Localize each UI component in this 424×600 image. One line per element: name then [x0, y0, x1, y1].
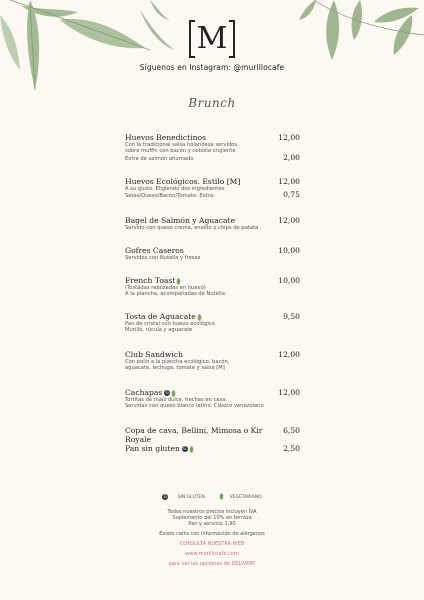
menu-item-header	[125, 216, 300, 225]
menu-item-header	[125, 444, 300, 453]
description-text: aguacate, lechuga, tomate y salsa [M]	[125, 365, 225, 372]
extra-price: 0,75	[283, 190, 300, 200]
menu-item	[125, 246, 300, 261]
consult-web-link[interactable]: CONSULTA NUESTRA WEB	[179, 541, 245, 547]
menu-item-name-text: French Toast	[125, 276, 176, 285]
vegetarian-leaf-icon	[197, 314, 202, 321]
delivery-link[interactable]: para ver las opciones de DELIVERY	[168, 561, 256, 567]
description-text: (Tostadas rebozadas en huevo)	[125, 285, 206, 291]
description-text: Servidas con queso blanco latino. Clásico venezolano	[125, 403, 264, 410]
vegetarian-leaf-icon	[171, 390, 176, 397]
menu-item-description	[125, 255, 300, 261]
menu-item-name	[125, 177, 240, 186]
description-text: Con la tradicional salsa holandesa servidos	[125, 142, 238, 148]
footer-line: Pan y servicio 1,90	[188, 521, 236, 527]
menu-item-header	[125, 312, 300, 321]
menu-item-name-text: Cachapas	[125, 388, 163, 397]
menu-item-name-text: Gofres Caseros	[125, 246, 184, 255]
logo-letter: M	[196, 21, 228, 56]
footer	[0, 509, 424, 567]
description-text: Setas/Queso/Bacón/Tomate. Extra:	[125, 193, 215, 200]
menu-item-header	[125, 246, 300, 255]
menu-item	[125, 177, 300, 200]
menu-item	[125, 276, 300, 298]
description-text: Servidos con Nutella y fresas	[125, 255, 201, 261]
menu-item	[125, 312, 300, 334]
header	[0, 20, 424, 72]
menu-item-name	[125, 312, 202, 321]
menu-item-description	[125, 365, 300, 371]
description-text: Extra de salmón ahumado	[125, 155, 194, 162]
menu-item-description	[125, 403, 300, 409]
description-text: Murillo, rúcula y aguacate	[125, 327, 193, 334]
menu-item	[125, 426, 300, 444]
menu-item-header	[125, 350, 300, 359]
description-text: Tortitas de maíz dulce, hechas en casa.	[125, 397, 228, 403]
footer-line: Suplemento del 10% en terraza	[172, 515, 252, 521]
menu-item	[125, 388, 300, 410]
menu-item-price: 12,00	[278, 133, 300, 142]
menu-item-description	[125, 152, 300, 162]
description-text: Servido con queso crema, eneldo y chips de patata	[125, 225, 259, 231]
gluten-free-icon: G	[163, 493, 167, 499]
extra-price: 2,00	[283, 152, 300, 162]
menu-item-name-text: Copa de cava, Bellini, Mimosa o Kir Royale	[125, 426, 263, 444]
menu-item	[125, 216, 300, 231]
legend	[0, 493, 424, 500]
menu-item-name	[125, 276, 181, 285]
menu-item-header	[125, 133, 300, 142]
menu-item-price: 12,00	[278, 350, 300, 359]
menu-item-name	[125, 426, 283, 444]
menu-item-name-text: Tosta de Aguacate	[125, 312, 196, 321]
menu-item-name	[125, 388, 176, 397]
menu-item-price: 9,50	[283, 312, 300, 321]
gluten-free-icon: G	[165, 390, 169, 395]
description-text: sobre muffin con bacón y cebolla crujiente	[125, 148, 236, 155]
website-link[interactable]: www.murillocafe.com	[185, 551, 239, 557]
menu-item-name-text: Club Sandwich	[125, 350, 183, 359]
menu-item-name-text: Bagel de Salmón y Aguacate	[125, 216, 236, 225]
menu-item-price: 2,50	[283, 444, 300, 453]
menu-item-price: 6,50	[283, 426, 300, 435]
instagram-handle: Síguenos en Instagram: @murillocafe	[139, 63, 285, 72]
description-text: A su gusto. Eligiendo dos ingredientes:	[125, 186, 226, 192]
menu-item-description	[125, 291, 300, 297]
menu-item-price: 10,00	[278, 246, 300, 255]
menu-item-name	[125, 133, 206, 142]
menu-item-header	[125, 426, 300, 444]
menu-item-price: 12,00	[278, 216, 300, 225]
menu-item-price: 12,00	[278, 177, 300, 186]
menu-item-price: 12,00	[278, 388, 300, 397]
description-text: Con pollo a la plancha ecológico, bacón,	[125, 359, 230, 365]
vegetarian-leaf-icon	[189, 446, 194, 453]
menu-item-name-text: Pan sin gluten	[125, 444, 180, 453]
menu-item	[125, 444, 300, 453]
menu-item	[125, 133, 300, 162]
brand-logo	[189, 20, 235, 58]
legend-gluten-label: SIN GLUTEN	[177, 495, 205, 500]
description-text: Pan de cristal con huevo ecológico	[125, 321, 215, 327]
footer-line: Todos nuestros precios incluyen IVA	[167, 509, 257, 515]
vegetarian-leaf-icon	[176, 278, 181, 285]
gluten-free-icon: G	[183, 446, 187, 451]
section-title: Brunch	[188, 96, 236, 110]
menu-item-header	[125, 177, 300, 186]
allergens-note: Existe carta con información de alérgenos	[159, 531, 265, 537]
menu-item-name	[125, 444, 194, 453]
menu-item-name-text: Huevos Benedictinos	[125, 133, 207, 142]
menu-item-header	[125, 388, 300, 397]
menu-item-header	[125, 276, 300, 285]
description-text: A la plancha, acompañadas de Nutella	[125, 291, 225, 298]
menu-item-name-text: Huevos Ecológicos. Estilo [M]	[125, 177, 241, 186]
menu-item-price: 10,00	[278, 276, 300, 285]
menu-item-name	[125, 246, 184, 255]
legend-veg-label: VEGETARIANO	[229, 495, 262, 500]
menu-item	[125, 350, 300, 372]
menu-item-name	[125, 350, 183, 359]
menu-item-description	[125, 192, 300, 199]
menu-item-description	[125, 327, 300, 333]
menu-item-name	[125, 216, 235, 225]
vegetarian-leaf-icon	[219, 493, 224, 500]
menu-item-description	[125, 225, 300, 231]
